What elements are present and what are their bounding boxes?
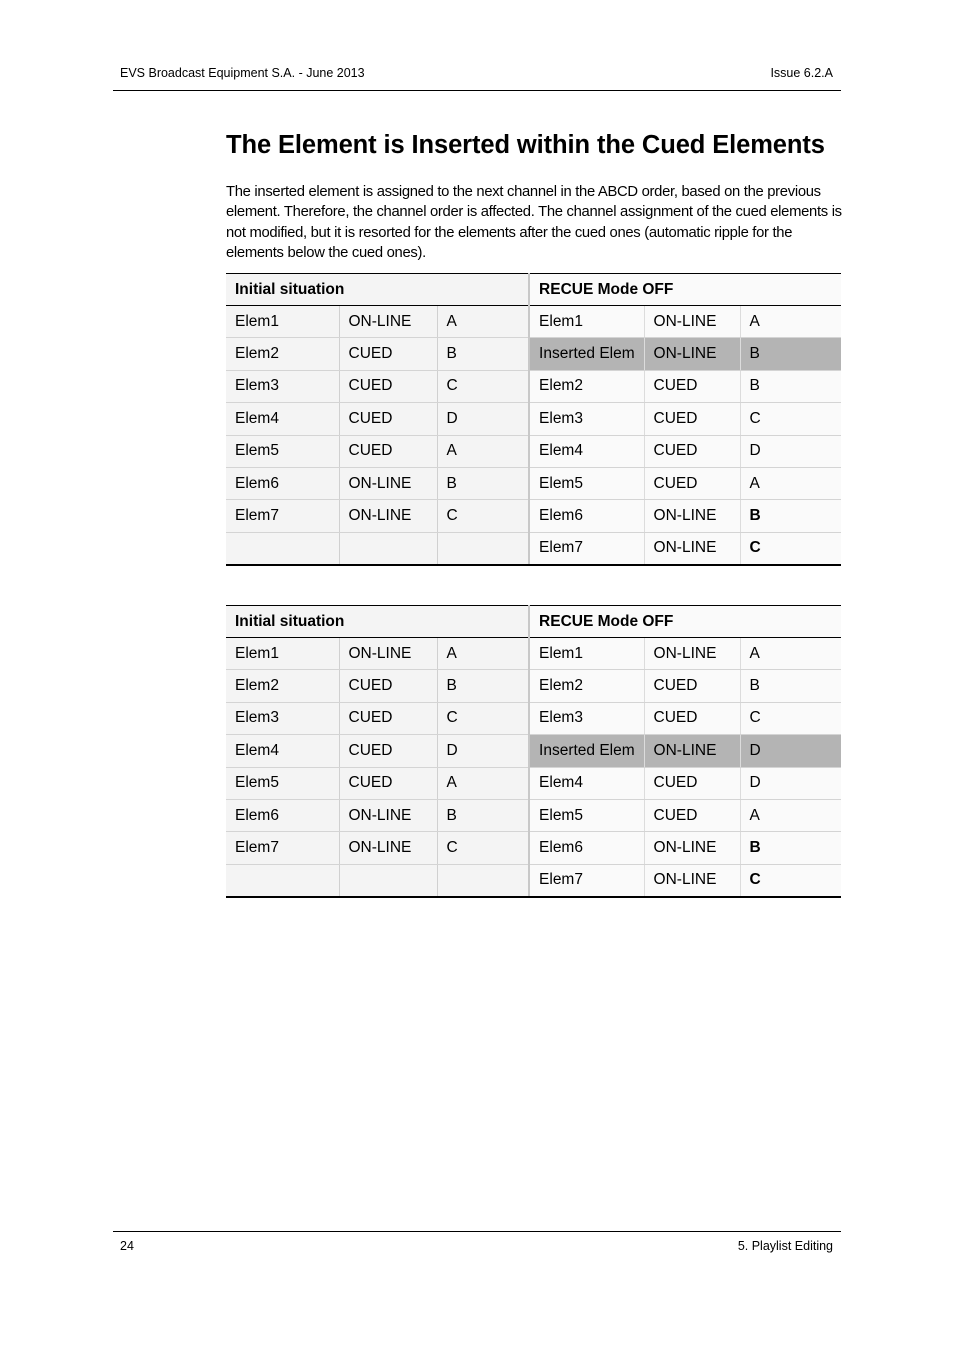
section-title: The Element is Inserted within the Cued Elements (226, 131, 825, 159)
recue-status-cell: CUED (644, 467, 740, 499)
recue-mode-off-header: RECUE Mode OFF (529, 274, 841, 306)
initial-element-cell: Elem4 (226, 735, 339, 767)
recue-channel-cell: B (740, 338, 841, 370)
page-number: 24 (120, 1239, 134, 1253)
recue-channel-cell: C (740, 864, 841, 896)
recue-status-cell: CUED (644, 403, 740, 435)
recue-element-cell: Elem5 (529, 467, 644, 499)
chapter-label: 5. Playlist Editing (737, 1239, 833, 1253)
initial-status-cell: CUED (339, 435, 437, 467)
recue-element-cell: Elem1 (529, 306, 644, 338)
initial-status-cell: ON-LINE (339, 467, 437, 499)
recue-channel-cell: D (740, 735, 841, 767)
recue-channel-cell: D (740, 767, 841, 799)
recue-element-cell: Elem2 (529, 670, 644, 702)
recue-element-cell: Elem3 (529, 403, 644, 435)
initial-situation-header: Initial situation (226, 274, 529, 306)
initial-channel-cell: A (437, 435, 529, 467)
table-row (226, 532, 841, 564)
header-right-text: Issue 6.2.A (770, 66, 833, 80)
recue-element-cell: Elem5 (529, 799, 644, 831)
recue-mode-off-header: RECUE Mode OFF (529, 606, 841, 638)
table-row (226, 735, 841, 767)
recue-status-cell: ON-LINE (644, 735, 740, 767)
initial-element-cell: Elem4 (226, 403, 339, 435)
initial-status-cell: CUED (339, 702, 437, 734)
initial-element-cell: Elem1 (226, 638, 339, 670)
initial-element-cell (226, 864, 339, 896)
recue-element-cell: Elem7 (529, 532, 644, 564)
recue-channel-cell: C (740, 403, 841, 435)
recue-channel-cell: A (740, 638, 841, 670)
recue-status-cell: ON-LINE (644, 338, 740, 370)
recue-channel-cell: B (740, 370, 841, 402)
recue-channel-cell: A (740, 799, 841, 831)
recue-channel-cell: C (740, 532, 841, 564)
initial-channel-cell: A (437, 767, 529, 799)
initial-status-cell: CUED (339, 767, 437, 799)
comparison-table-1 (226, 273, 841, 566)
initial-status-cell: CUED (339, 670, 437, 702)
recue-status-cell: CUED (644, 767, 740, 799)
recue-channel-cell: B (740, 832, 841, 864)
initial-element-cell: Elem3 (226, 370, 339, 402)
recue-channel-cell: A (740, 306, 841, 338)
initial-channel-cell: C (437, 832, 529, 864)
table-row (226, 702, 841, 734)
initial-channel-cell: A (437, 306, 529, 338)
initial-channel-cell: C (437, 500, 529, 532)
recue-element-cell: Elem2 (529, 370, 644, 402)
initial-element-cell: Elem6 (226, 799, 339, 831)
initial-status-cell: ON-LINE (339, 306, 437, 338)
initial-element-cell: Elem3 (226, 702, 339, 734)
initial-status-cell: CUED (339, 338, 437, 370)
intro-paragraph: The inserted element is assigned to the next channel in the ABCD order, based on the previous element. Therefore, the channel order is affected. The channel assignment of the cued elements is not modified, but it is resorted for the elements after the cued ones (automatic ripple for the elements below the cued ones). (226, 184, 842, 262)
initial-status-cell: CUED (339, 403, 437, 435)
initial-channel-cell (437, 532, 529, 564)
initial-element-cell: Elem6 (226, 467, 339, 499)
recue-status-cell: CUED (644, 670, 740, 702)
initial-channel-cell: B (437, 338, 529, 370)
table-row (226, 638, 841, 670)
table-row (226, 306, 841, 338)
table-row (226, 799, 841, 831)
recue-status-cell: CUED (644, 702, 740, 734)
recue-element-cell: Inserted Elem (529, 735, 644, 767)
initial-element-cell: Elem2 (226, 338, 339, 370)
table-row (226, 403, 841, 435)
recue-element-cell: Elem6 (529, 500, 644, 532)
recue-channel-cell: C (740, 702, 841, 734)
table-row (226, 500, 841, 532)
comparison-table-2 (226, 605, 841, 898)
table-row (226, 467, 841, 499)
recue-status-cell: ON-LINE (644, 638, 740, 670)
recue-channel-cell: A (740, 467, 841, 499)
initial-status-cell: CUED (339, 370, 437, 402)
initial-status-cell (339, 864, 437, 896)
recue-element-cell: Elem1 (529, 638, 644, 670)
initial-status-cell: ON-LINE (339, 832, 437, 864)
page-header (113, 66, 841, 91)
initial-status-cell: CUED (339, 735, 437, 767)
initial-channel-cell: B (437, 670, 529, 702)
recue-channel-cell: D (740, 435, 841, 467)
table-row (226, 338, 841, 370)
initial-element-cell (226, 532, 339, 564)
page-footer (113, 1231, 841, 1253)
initial-channel-cell (437, 864, 529, 896)
recue-element-cell: Inserted Elem (529, 338, 644, 370)
initial-status-cell: ON-LINE (339, 500, 437, 532)
recue-status-cell: ON-LINE (644, 832, 740, 864)
table-header-row (226, 606, 841, 638)
table-body (226, 306, 841, 565)
table-header-row (226, 274, 841, 306)
initial-element-cell: Elem2 (226, 670, 339, 702)
initial-channel-cell: C (437, 702, 529, 734)
initial-element-cell: Elem1 (226, 306, 339, 338)
table-row (226, 864, 841, 896)
recue-status-cell: ON-LINE (644, 306, 740, 338)
initial-channel-cell: C (437, 370, 529, 402)
recue-status-cell: ON-LINE (644, 532, 740, 564)
recue-status-cell: CUED (644, 370, 740, 402)
recue-status-cell: CUED (644, 799, 740, 831)
table-row (226, 670, 841, 702)
recue-channel-cell: B (740, 670, 841, 702)
initial-status-cell (339, 532, 437, 564)
initial-element-cell: Elem7 (226, 832, 339, 864)
recue-element-cell: Elem6 (529, 832, 644, 864)
recue-channel-cell: B (740, 500, 841, 532)
initial-element-cell: Elem7 (226, 500, 339, 532)
initial-channel-cell: B (437, 467, 529, 499)
recue-element-cell: Elem4 (529, 767, 644, 799)
initial-status-cell: ON-LINE (339, 638, 437, 670)
initial-channel-cell: B (437, 799, 529, 831)
initial-element-cell: Elem5 (226, 767, 339, 799)
table-body (226, 638, 841, 897)
table-row (226, 370, 841, 402)
initial-channel-cell: A (437, 638, 529, 670)
table-row (226, 767, 841, 799)
recue-status-cell: ON-LINE (644, 500, 740, 532)
initial-channel-cell: D (437, 403, 529, 435)
header-left-text: EVS Broadcast Equipment S.A. - June 2013 (120, 66, 365, 80)
initial-element-cell: Elem5 (226, 435, 339, 467)
initial-channel-cell: D (437, 735, 529, 767)
table-row (226, 435, 841, 467)
recue-status-cell: CUED (644, 435, 740, 467)
recue-element-cell: Elem7 (529, 864, 644, 896)
table-row (226, 832, 841, 864)
recue-element-cell: Elem4 (529, 435, 644, 467)
recue-status-cell: ON-LINE (644, 864, 740, 896)
initial-status-cell: ON-LINE (339, 799, 437, 831)
recue-element-cell: Elem3 (529, 702, 644, 734)
initial-situation-header: Initial situation (226, 606, 529, 638)
